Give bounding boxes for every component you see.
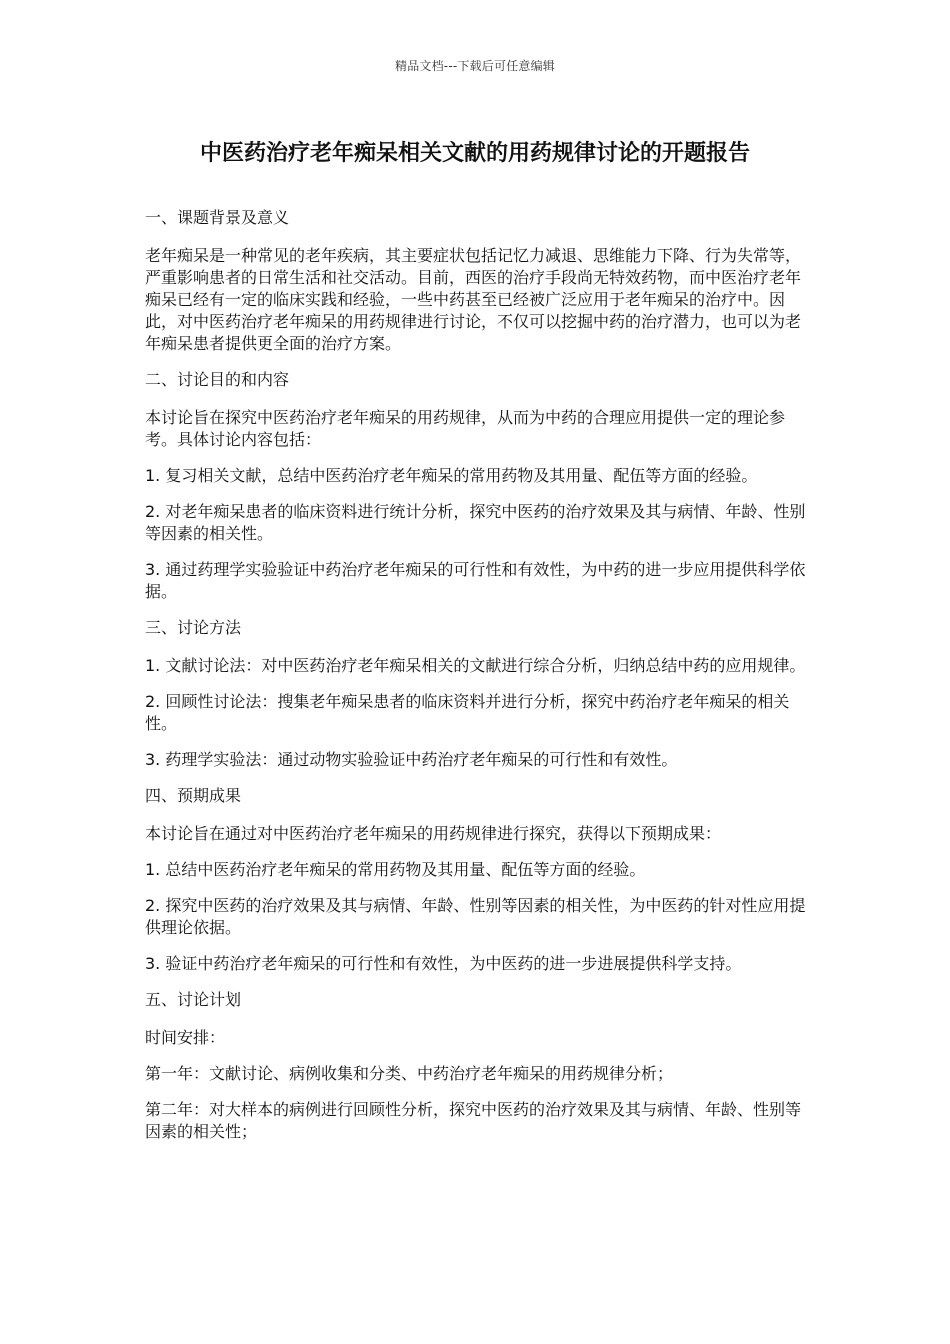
schedule-item: 第二年：对大样本的病例进行回顾性分析，探究中医药的治疗效果及其与病情、年龄、性别等因素的相关性； — [145, 1100, 802, 1141]
list-item: 3. 通过药理学实验验证中药治疗老年痴呆的可行性和有效性，为中药的进一步应用提供科学依据。 — [145, 560, 806, 601]
list-item: 1. 文献讨论法：对中医药治疗老年痴呆相关的文献进行综合分析，归纳总结中药的应用规律。 — [145, 656, 806, 675]
document-body — [145, 207, 810, 1157]
list-item: 1. 总结中医药治疗老年痴呆的常用药物及其用量、配伍等方面的经验。 — [145, 860, 646, 879]
list-item: 2. 回顾性讨论法：搜集老年痴呆患者的临床资料并进行分析，探究中药治疗老年痴呆的相关性。 — [145, 692, 790, 733]
section-heading: 四、预期成果 — [145, 786, 242, 805]
schedule-item: 第一年：文献讨论、病例收集和分类、中药治疗老年痴呆的用药规律分析； — [145, 1064, 674, 1083]
document-title: 中医药治疗老年痴呆相关文献的用药规律讨论的开题报告 — [199, 141, 750, 166]
page-header-note: 精品文档---下载后可任意编辑 — [395, 59, 555, 73]
body-paragraph: 时间安排： — [145, 1028, 226, 1047]
body-paragraph: 本讨论旨在通过对中医药治疗老年痴呆的用药规律进行探究，获得以下预期成果： — [145, 824, 722, 843]
body-paragraph: 老年痴呆是一种常见的老年疾病，其主要症状包括记忆力减退、思维能力下降、行为失常等，严重影响患者的日常生活和社交活动。目前，西医的治疗手段尚无特效药物，而中医治疗老年痴呆已经有一定的临床实践和经验，一些中药甚至已经被广泛应用于老年痴呆的治疗中。因此，对中医药治疗老年痴呆的用药规律进行讨论，不仅可以挖掘中药的治疗潜力，也可以为老年痴呆患者提供更全面的治疗方案。 — [145, 246, 802, 353]
section-heading: 二、讨论目的和内容 — [145, 370, 290, 389]
section-heading: 一、课题背景及意义 — [145, 208, 290, 227]
list-item: 1. 复习相关文献，总结中医药治疗老年痴呆的常用药物及其用量、配伍等方面的经验。 — [145, 466, 758, 485]
list-item: 2. 探究中医药的治疗效果及其与病情、年龄、性别等因素的相关性，为中医药的针对性应用提供理论依据。 — [145, 896, 806, 937]
list-item: 2. 对老年痴呆患者的临床资料进行统计分析，探究中医药的治疗效果及其与病情、年龄、性别等因素的相关性。 — [145, 502, 806, 543]
section-heading: 五、讨论计划 — [145, 990, 242, 1009]
section-heading: 三、讨论方法 — [145, 618, 242, 637]
list-item: 3. 验证中药治疗老年痴呆的可行性和有效性，为中医药的进一步进展提供科学支持。 — [145, 954, 742, 973]
body-paragraph: 本讨论旨在探究中医药治疗老年痴呆的用药规律，从而为中药的合理应用提供一定的理论参考。具体讨论内容包括： — [145, 408, 786, 449]
list-item: 3. 药理学实验法：通过动物实验验证中药治疗老年痴呆的可行性和有效性。 — [145, 750, 678, 769]
